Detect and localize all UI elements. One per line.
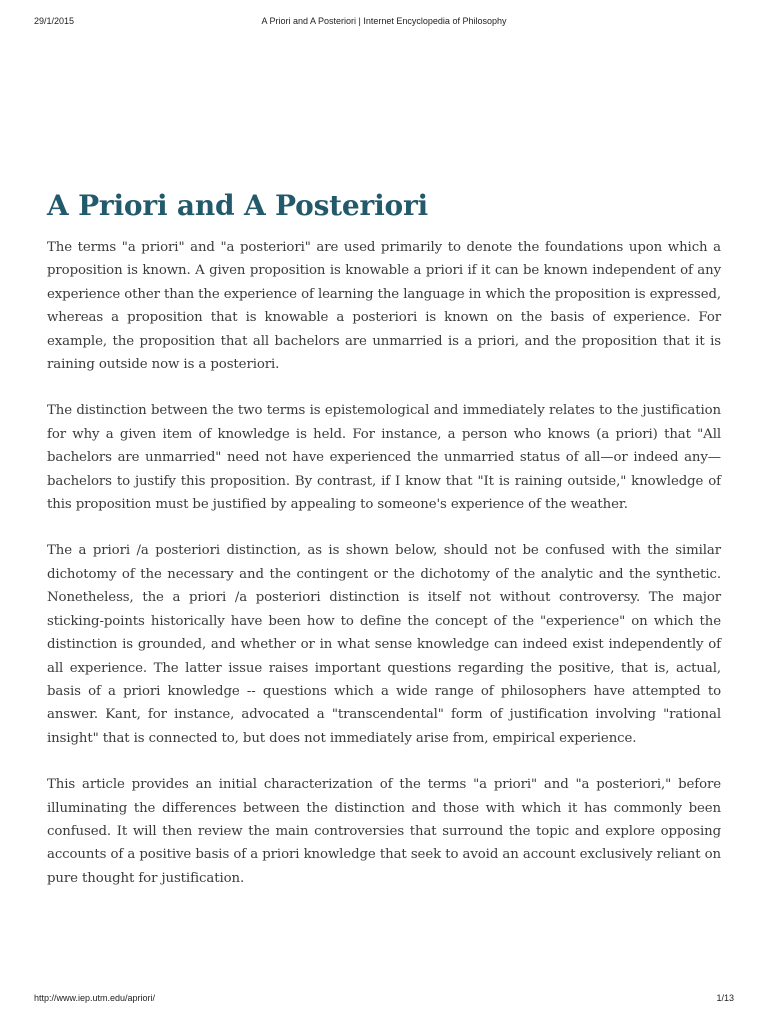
page-title: A Priori and A Posteriori	[47, 189, 428, 222]
print-footer	[34, 993, 734, 1007]
paragraph-distinction: The distinction between the two terms is epistemological and immediately relates to the justification for why a given item of knowledge is held. For instance, a person who knows (a priori) that "All bachelors are unmarried" need not have experienced the unmarried status of all—or indeed any—bachelors to justify this proposition. By contrast, if I know that "It is raining outside," knowledge of this proposition must be justified by appealing to someone's experience of the weather.	[47, 403, 721, 513]
paragraph-overview: This article provides an initial characterization of the terms "a priori" and "a posteriori," before illuminating the differences between the distinction and those with which it has commonly been confused. It will then review the main controversies that surround the topic and explore opposing accounts of a positive basis of a priori knowledge that seek to avoid an account exclusively reliant on pure thought for justification.	[47, 777, 721, 886]
article	[47, 186, 721, 913]
paragraph-controversy: The a priori /a posteriori distinction, as is shown below, should not be confused with the similar dichotomy of the necessary and the contingent or the dichotomy of the analytic and the synthetic. Nonetheless, the a priori /a posteriori distinction is itself not without controversy. The major sticking-points historically have been how to define the concept of the "experience" on which the distinction is grounded, and whether or in what sense knowledge can indeed exist independently of all experience. The latter issue raises important questions regarding the positive, that is, actual, basis of a priori knowledge -- questions which a wide range of philosophers have attempted to answer. Kant, for instance, advocated a "transcendental" form of justification involving "rational insight" that is connected to, but does not immediately arise from, empirical experience.	[47, 543, 721, 746]
print-document-title: A Priori and A Posteriori | Internet Encyclopedia of Philosophy	[261, 16, 507, 26]
print-date: 29/1/2015	[34, 16, 75, 26]
page-url: http://www.iep.utm.edu/apriori/	[34, 993, 156, 1003]
page-number: 1/13	[716, 993, 734, 1003]
print-header	[34, 16, 734, 30]
paragraph-intro: The terms "a priori" and "a posteriori" are used primarily to denote the foundations upon which a proposition is known. A given proposition is knowable a priori if it can be known independent of any experience other than the experience of learning the language in which the proposition is expressed, whereas a proposition that is knowable a posteriori is known on the basis of experience. For example, the proposition that all bachelors are unmarried is a priori, and the proposition that it is raining outside now is a posteriori.	[47, 240, 721, 373]
